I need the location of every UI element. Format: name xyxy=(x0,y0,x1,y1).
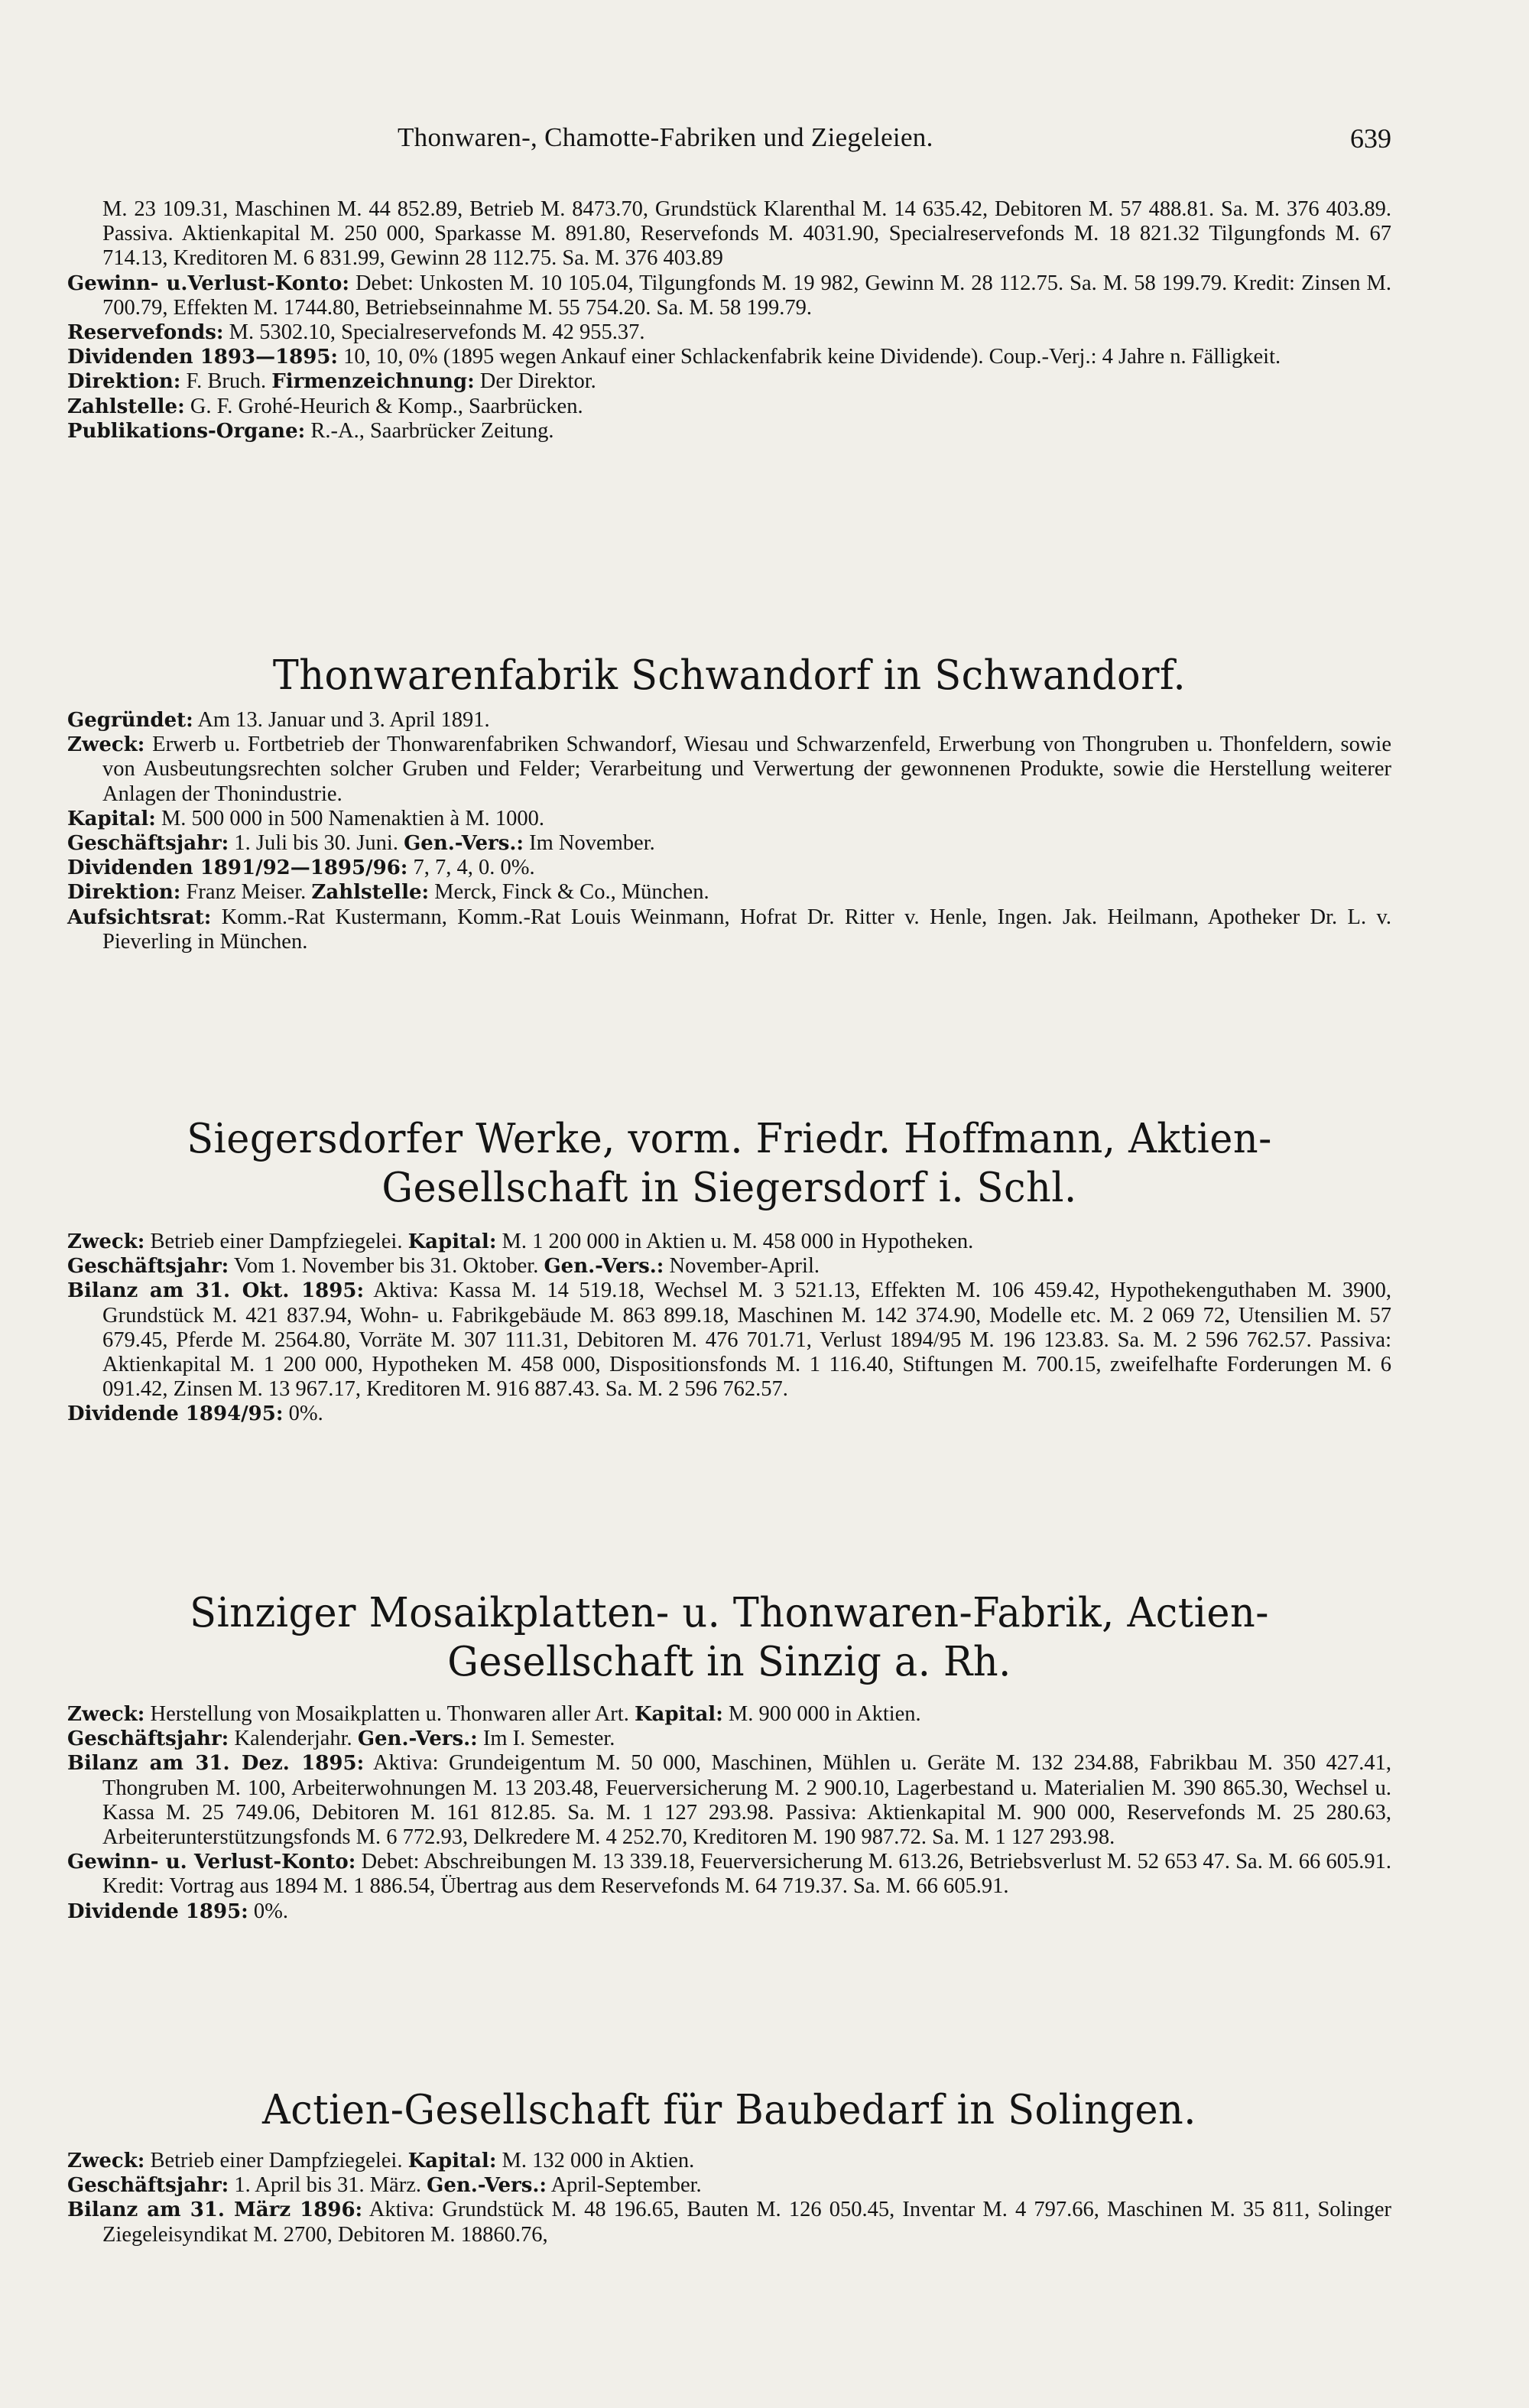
entry-direktion: Direktion: F. Bruch. Firmenzeichnung: Der Direktor. xyxy=(67,369,596,394)
entry-guv: Gewinn- u.Verlust-Konto: Debet: Unkosten M. 10 105.04, Tilgungfonds M. 19 982, Gewinn M. 28 112.75. Sa. M. 58 199.79. Kredit: Zinsen M. 700.79, Effekten M. 1744.80, Betriebseinnahme M. 55 754.20. Sa. M. 58 199.79. xyxy=(67,271,1391,320)
bilanz-continuation: M. 23 109.31, Maschinen M. 44 852.89, Betrieb M. 8473.70, Grundstück Klarenthal M. 14 635.42, Debitoren M. 57 488.81. Sa. M. 376 403.89. Passiva. Aktienkapital M. 250 000, Sparkasse M. 891.80, Reservefonds M. 4031.90, Specialreservefonds M. 18 821.32 Tilgungfonds M. 67 714.13, Kreditoren M. 6 831.99, Gewinn 28 112.75. Sa. M. 376 403.89 xyxy=(102,197,1391,271)
page-number: 639 xyxy=(1350,123,1391,154)
section-sinzig xyxy=(67,1702,1391,1924)
entry-zahlstelle: Zahlstelle: G. F. Grohé-Heurich & Komp., Saarbrücken. xyxy=(67,394,583,418)
entry-geschaeftsjahr: Geschäftsjahr: Kalenderjahr. Gen.-Vers.: Im I. Semester. xyxy=(67,1727,615,1751)
section-solingen xyxy=(67,2149,1391,2247)
heading-sinzig: Sinziger Mosaikplatten- u. Thonwaren-Fabrik, Actien- Gesellschaft in Sinzig a. Rh. xyxy=(190,1590,1269,1685)
entry-zweck: Zweck: Betrieb einer Dampfziegelei. Kapital: M. 1 200 000 in Aktien u. M. 458 000 in Hypotheken. xyxy=(67,1230,974,1253)
entry-kapital: Kapital: M. 500 000 in 500 Namenaktien à M. 1000. xyxy=(67,806,545,830)
heading-solingen: Actien-Gesellschaft für Baubedarf in Solingen. xyxy=(262,2087,1196,2133)
section-saarbruecken-continued xyxy=(67,197,1391,444)
entry-geschaeftsjahr: Geschäftsjahr: 1. Juli bis 30. Juni. Gen.-Vers.: Im November. xyxy=(67,831,655,856)
entry-gegruendet: Gegründet: Am 13. Januar und 3. April 1891. xyxy=(67,708,490,732)
section-siegersdorf xyxy=(67,1230,1391,1427)
entry-guv: Gewinn- u. Verlust-Konto: Debet: Abschreibungen M. 13 339.18, Feuerversicherung M. 613.26, Betriebsverlust M. 52 653 47. Sa. M. 66 605.91. Kredit: Vortrag aus 1894 M. 1 886.54, Übertrag aus dem Reservefonds M. 64 719.37. Sa. M. 66 605.91. xyxy=(67,1850,1391,1899)
entry-dividenden: Dividenden 1893—1895: 10, 10, 0% (1895 wegen Ankauf einer Schlackenfabrik keine Dividende). Coup.-Verj.: 4 Jahre n. Fälligkeit. xyxy=(67,345,1281,369)
heading-siegersdorf: Siegersdorfer Werke, vorm. Friedr. Hoffmann, Aktien- Gesellschaft in Siegersdorf i. Schl. xyxy=(187,1116,1272,1211)
entry-bilanz: Bilanz am 31. Okt. 1895: Aktiva: Kassa M. 14 519.18, Wechsel M. 3 521.13, Effekten M. 106 459.42, Hypothekenguthaben M. 3900, Grundstück M. 421 837.94, Wohn- u. Fabrikgebäude M. 863 899.18, Maschinen M. 142 374.90, Modelle etc. M. 2 069 72, Utensilien M. 57 679.45, Pferde M. 2564.80, Vorräte M. 307 111.31, Debitoren M. 476 701.71, Verlust 1894/95 M. 196 123.83. Sa. M. 2 596 762.57. Passiva: Aktienkapital M. 1 200 000, Hypotheken M. 458 000, Dispositionsfonds M. 1 116.40, Stiftungen M. 700.15, zweifelhafte Forderungen M. 6 091.42, Zinsen M. 13 967.17, Kreditoren M. 916 887.43. Sa. M. 2 596 762.57. xyxy=(67,1279,1391,1402)
entry-dividenden: Dividenden 1891/92—1895/96: 7, 7, 4, 0. 0%. xyxy=(67,856,535,880)
entry-zweck: Zweck: Betrieb einer Dampfziegelei. Kapital: M. 132 000 in Aktien. xyxy=(67,2149,695,2172)
heading-schwandorf: Thonwarenfabrik Schwandorf in Schwandorf. xyxy=(272,652,1187,699)
entry-geschaeftsjahr: Geschäftsjahr: 1. April bis 31. März. Gen.-Vers.: April-September. xyxy=(67,2173,702,2198)
entry-geschaeftsjahr: Geschäftsjahr: Vom 1. November bis 31. Oktober. Gen.-Vers.: November-April. xyxy=(67,1254,820,1279)
entry-direktion: Direktion: Franz Meiser. Zahlstelle: Merck, Finck & Co., München. xyxy=(67,880,709,905)
section-schwandorf xyxy=(67,708,1391,954)
running-title: Thonwaren-, Chamotte-Fabriken und Ziegeleien. xyxy=(398,122,933,152)
entry-publikation: Publikations-Organe: R.-A., Saarbrücker Zeitung. xyxy=(67,418,554,443)
entry-zweck: Zweck: Erwerb u. Fortbetrieb der Thonwarenfabriken Schwandorf, Wiesau und Schwarzenfeld, Erwerbung von Thongruben u. Thonfeldern, sowie von Ausbeutungsrechten solcher Gruben und Felder; Verarbeitung und Verwertung der gewonnenen Produkte, sowie die Herstellung weiterer Anlagen der Thonindustrie. xyxy=(67,733,1392,806)
entry-reservefonds: Reservefonds: M. 5302.10, Specialreservefonds M. 42 955.37. xyxy=(67,320,645,345)
entry-bilanz: Bilanz am 31. März 1896: Aktiva: Grundstück M. 48 196.65, Bauten M. 126 050.45, Inventar M. 4 797.66, Maschinen M. 35 811, Solinger Ziegeleisyndikat M. 2700, Debitoren M. 18860.76, xyxy=(67,2198,1392,2247)
page-header xyxy=(0,122,1529,162)
entry-zweck: Zweck: Herstellung von Mosaikplatten u. Thonwaren aller Art. Kapital: M. 900 000 in Aktien. xyxy=(67,1702,921,1726)
entry-aufsichtsrat: Aufsichtsrat: Komm.-Rat Kustermann, Komm.-Rat Louis Weinmann, Hofrat Dr. Ritter v. Henle, Ingen. Jak. Heilmann, Apotheker Dr. L. v. Pieverling in München. xyxy=(67,905,1391,954)
entry-dividende: Dividende 1894/95: 0%. xyxy=(67,1402,323,1426)
entry-dividende: Dividende 1895: 0%. xyxy=(67,1899,289,1923)
entry-bilanz: Bilanz am 31. Dez. 1895: Aktiva: Grundeigentum M. 50 000, Maschinen, Mühlen u. Geräte M. 132 234.88, Fabrikbau M. 350 427.41, Thongruben M. 100, Arbeiterwohnungen M. 13 203.48, Feuerversicherung M. 2 900.10, Lagerbestand u. Materialien M. 390 865.30, Wechsel u. Kassa M. 25 749.06, Debitoren M. 161 812.85. Sa. M. 1 127 293.98. Passiva: Aktienkapital M. 900 000, Reservefonds M. 25 280.63, Arbeiterunterstützungsfonds M. 6 772.93, Delkredere M. 4 252.70, Kreditoren M. 190 987.72. Sa. M. 1 127 293.98. xyxy=(67,1751,1391,1850)
